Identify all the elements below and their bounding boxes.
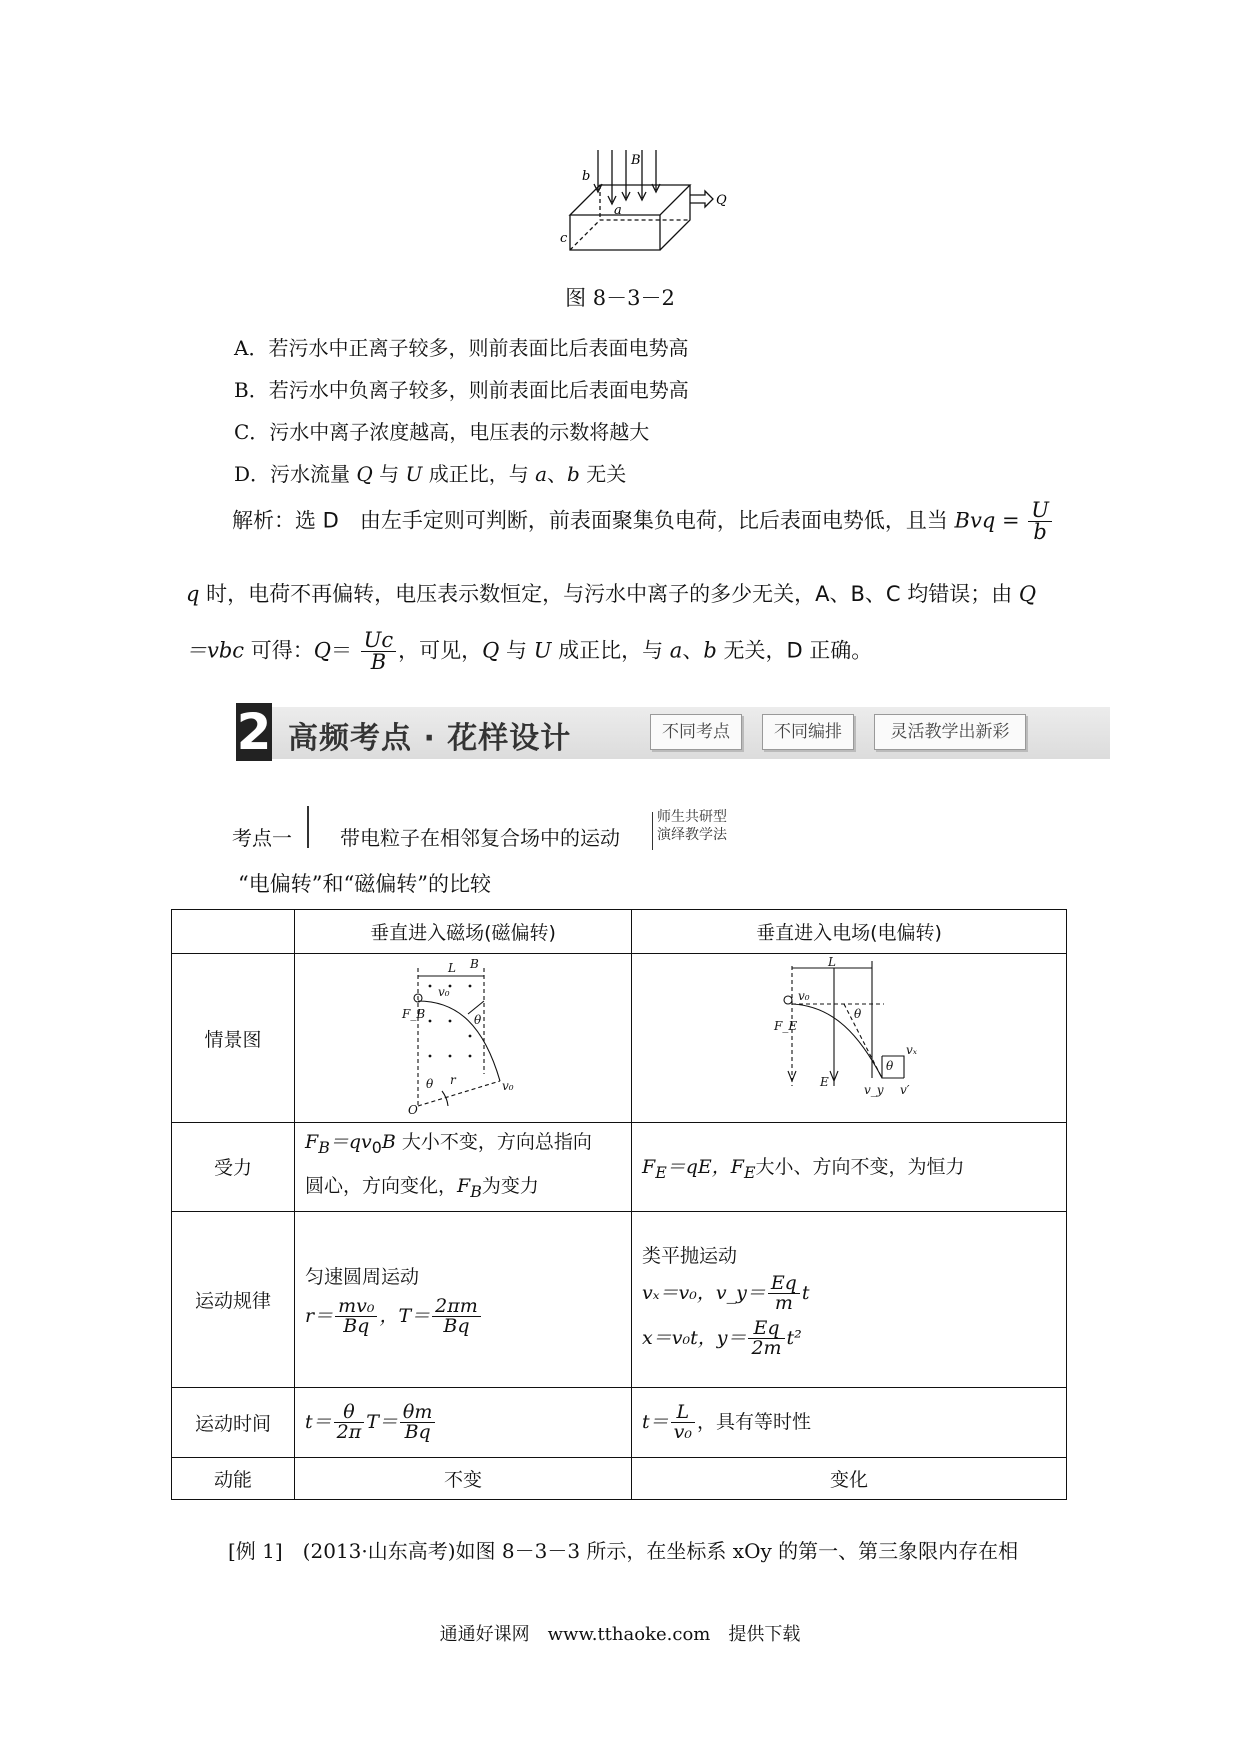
section-label: 考点一 [232,826,292,850]
table-header-empty [172,910,295,954]
mag-label-B: B [470,956,479,971]
force-magnetic: $F_B=qv_0B$ 大小不变，方向总指向 圆心，方向变化，$F_B$为变力 [295,1123,632,1212]
compare-title: “电偏转”和“磁偏转”的比较 [238,872,491,896]
row-label-scene: 情景图 [172,954,295,1123]
motion-magnetic-formula: r＝ $\frac{\text{mv₀}}{Bq}$ ，T＝ $\frac{2\pi m}{Bq}$ [305,1297,621,1336]
el-label-theta2: θ [886,1058,894,1073]
banner-number: 2 [236,703,272,761]
motion-electric-velocity: vₓ＝v₀，v_y＝ $\frac{Eq}{m}$ t [642,1271,810,1314]
example-1: [例 1] (2013·山东高考)如图 8－3－3 所示，在坐标系 xOy 的第一、第三象限内存在相 [228,1539,1019,1563]
fig-label-B: B [631,153,641,168]
section-divider-2 [652,812,653,850]
motion-electric: 类平抛运动 vₓ＝v₀，v_y＝ $\frac{Eq}{m}$ t x＝v₀t，y＝ $\frac{Eq}{2m}$ t² [632,1211,1067,1387]
el-label-E: E [820,1074,829,1089]
mag-label-theta2: θ [426,1076,434,1091]
table-row [172,1123,1067,1212]
banner-tag-3: 灵活教学出新彩 [874,714,1026,750]
fraction-U-over-b: $\frac{U}{b}$ [1028,500,1052,543]
section-side-note: 师生共研型 演绎教学法 [657,809,727,843]
banner-title: 高频考点 · 花样设计 [288,721,572,756]
footer: 通通好课网 www.tthaoke.com 提供下载 [439,1624,801,1645]
table-row [172,1387,1067,1457]
mag-label-O: O [408,1102,418,1116]
el-label-L: L [828,955,836,969]
analysis-line-1: 解析：选 D 由左手定则可判断，前表面聚集负电荷，比后表面电势低，且当 Bvq = $\frac{U}{b}$ [232,500,1054,543]
mag-label-FB: F_B [402,1006,426,1021]
row-label-motion: 运动规律 [172,1211,295,1387]
motion-magnetic: 匀速圆周运动 r＝ $\frac{\text{mv₀}}{Bq}$ ，T＝ $\frac{2\pi m}{Bq}$ [295,1211,632,1387]
option-b: B．若污水中负离子较多，则前表面比后表面电势高 [234,378,689,402]
ke-magnetic: 不变 [295,1457,632,1499]
mag-label-r: r [450,1072,456,1087]
mag-label-theta: θ [474,1012,482,1027]
el-label-v0: v₀ [798,988,810,1003]
section-divider [307,806,309,848]
el-label-vy: v_y [864,1082,884,1097]
el-label-vx: vₓ [906,1042,918,1057]
el-label-theta: θ [854,1006,862,1021]
analysis-line-2: q 时，电荷不再偏转，电压表示数恒定，与污水中离子的多少无关，A、B、C 均错误；由 Q [186,582,1037,606]
fig-label-b: b [582,169,591,184]
option-a: A．若污水中正离子较多，则前表面比后表面电势高 [234,336,689,360]
figure-8-3-2 [560,150,730,260]
el-label-v: v′ [900,1082,910,1097]
banner-tag-1: 不同考点 [650,714,742,750]
table-header-magnetic: 垂直进入磁场(磁偏转) [295,910,632,954]
figure-caption: 图 8－3－2 [565,286,675,310]
table-row [172,1211,1067,1387]
section-title: 带电粒子在相邻复合场中的运动 [340,826,620,850]
fig-label-c: c [560,231,568,246]
analysis-line-3: ＝vbc 可得：Q＝ $\frac{Uc}{B}$ ，可见，Q 与 U 成正比，与 a、b 无关，D 正确。 [186,628,873,674]
magnetic-diagram-svg [388,956,538,1116]
option-d: D．污水流量 Q 与 U 成正比，与 a、b 无关 [234,462,627,486]
electric-diagram-svg [764,956,934,1116]
row-label-time: 运动时间 [172,1387,295,1457]
el-label-FE: F_E [774,1018,798,1033]
ke-electric: 变化 [632,1457,1067,1499]
fraction-Uc-over-B: $\frac{Uc}{B}$ [361,630,396,673]
time-magnetic: t＝ $\frac{\theta}{2\pi}$ T＝ $\frac{\theta m}{Bq}$ [295,1387,632,1457]
table-row [172,1457,1067,1499]
banner-tag-2: 不同编排 [762,714,854,750]
electric-deflection-diagram [632,954,1067,1123]
mag-label-L: L [448,960,456,975]
force-electric: $F_E=qE$，$F_E$大小、方向不变，为恒力 [632,1123,1067,1212]
mag-label-v0-exit: v₀ [502,1078,514,1093]
row-label-ke: 动能 [172,1457,295,1499]
magnetic-deflection-diagram [295,954,632,1123]
table-row [172,954,1067,1123]
time-electric: t＝ $\frac{L}{\text{v₀}}$ ，具有等时性 [632,1387,1067,1457]
table-row [172,910,1067,954]
motion-electric-displacement: x＝v₀t，y＝ $\frac{Eq}{2m}$ t² [642,1316,802,1359]
table-header-electric: 垂直进入电场(电偏转) [632,910,1067,954]
row-label-force: 受力 [172,1123,295,1212]
fig-label-a: a [614,203,622,218]
option-c: C．污水中离子浓度越高，电压表的示数将越大 [234,420,650,444]
fig-label-Q: Q [716,193,727,208]
comparison-table [171,909,1067,1500]
mag-label-v0: v₀ [438,984,450,999]
